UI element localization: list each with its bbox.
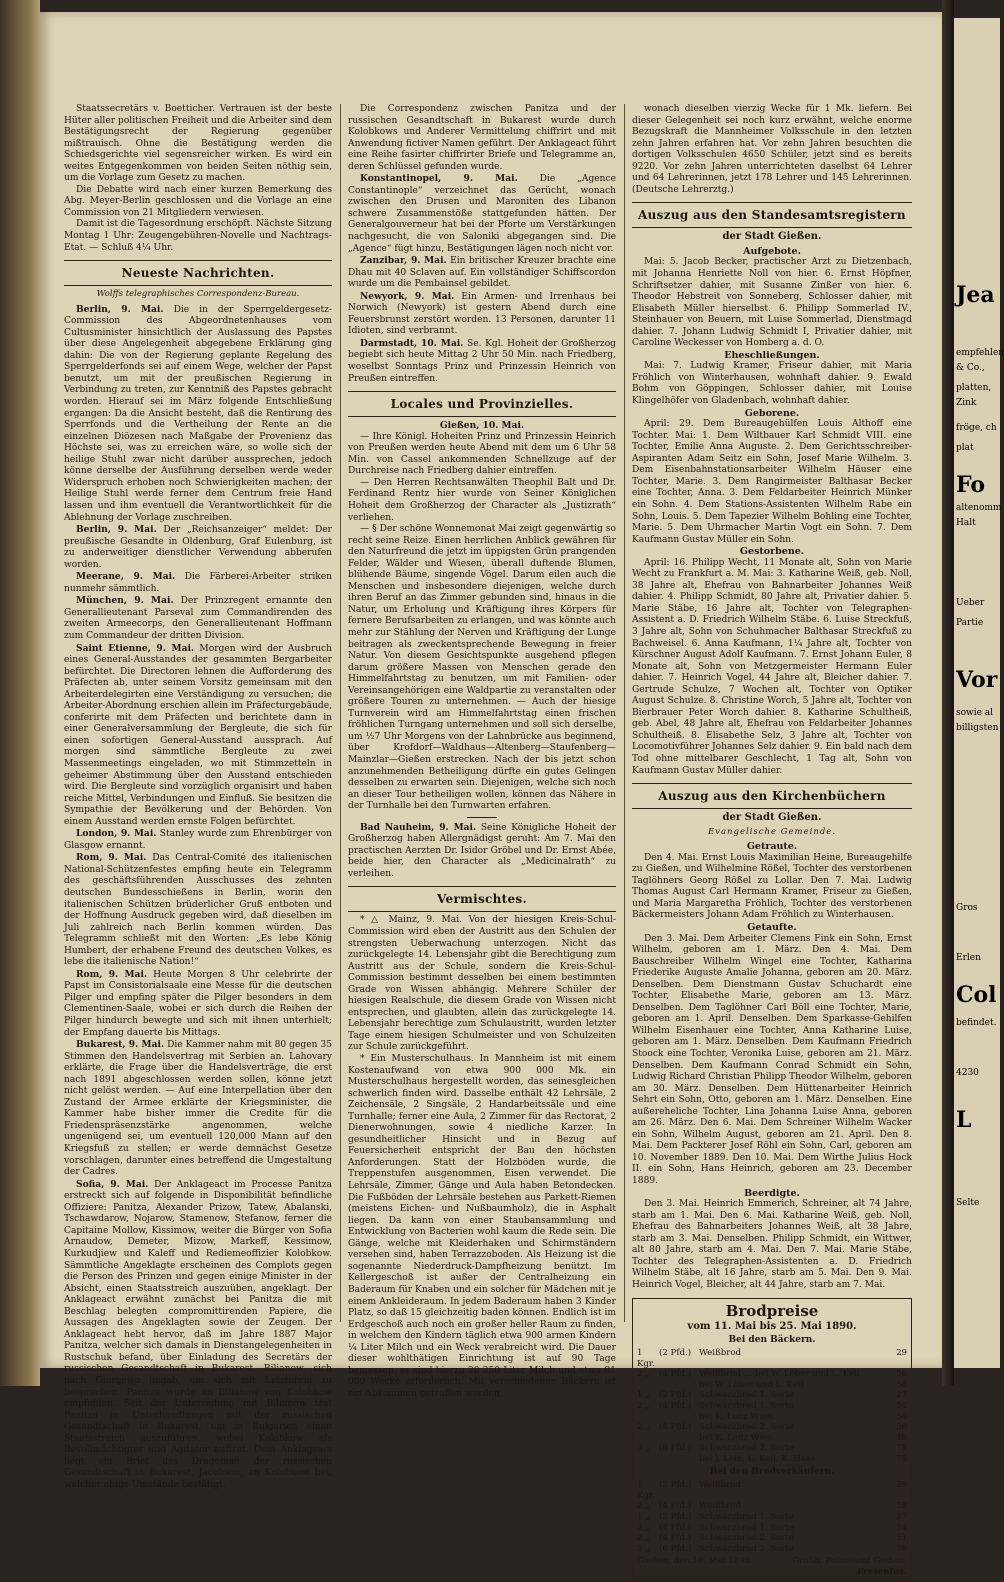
adjacent-page-fragment: billigsten bbox=[956, 723, 998, 733]
column-rule bbox=[624, 104, 625, 1322]
price-cell-w: (2 Pfd.) bbox=[659, 1512, 699, 1523]
price-cell-v: 58 bbox=[893, 1380, 907, 1391]
news-text: Ein Armen- und Irrenhaus bei Norwich (Newyork) ist gestern Abend durch eine Feuersbrunst zerstört worden. 13 Personen, darunter 11 Idioten, sind verbrannt. bbox=[348, 292, 616, 337]
adjacent-page-fragment: Gros bbox=[956, 903, 978, 913]
price-cell-w: (4 Pfd.) bbox=[659, 1401, 699, 1412]
register-entries: April: 16. Philipp Wecht, 11 Monate alt, Sohn von Marie Wecht zu Frankfurt a. M. Mai: 3. Katharine Weiß, geb. Noll, 38 Jahre alt, Ehefrau von Bahnarbeiter Johannes Weiß dahier. 4. Philipp Schmidt, 80 Jahre alt, Privatier dahier. 5. Marie Stäbe, 16 Jahre alt, Tochter von Telegraphen-Assistent a. D. Friedrich Wilhelm Stäbe. 6. Luise Streckfuß, 3 Jahre alt, Sohn von Schuhmacher Balthasar Streckfuß zu Bachweisel. 6. Anna Kaufmann, 1¼ Jahre alt, Tochter von Kürschner August Adolf Kaufmann. 7. Ernst Johann Euler, 8 Monate alt, Sohn von Metzgermeister Hermann Euler dahier. 7. Heinrich Vogel, 44 Jahre alt, Bleicher dahier. 7. Gertrude Schulze, 7 Wochen alt, Tochter von Optiker August Schulze. 8. Christine Worch, 5 Jahre alt, Tochter von Bierbrauer Peter Worch dahier. 8. Katharine Schultheiß, geb. Abel, 48 Jahre alt, Ehefrau von Feldarbeiter Johannes Schultheiß. 8. Elisabethe Selz, 3 Jahre alt, Tochter von Locomotivführer Johannes Selz dahier. 9. Ein bald nach dem Tod ohne mittelbarer Geschlecht, 1 Tag alt, Sohn von Kaufmann Gustav Müller dahier. bbox=[632, 558, 912, 777]
price-cell-t: Schwarzbrod 2. Sorte bbox=[699, 1422, 893, 1433]
adjacent-page-fragment: Halt bbox=[956, 518, 976, 528]
price-cell-k: 2 „ bbox=[637, 1533, 659, 1544]
price-cell-v: 27 bbox=[893, 1512, 907, 1523]
news-text: Ein britischer Kreuzer brachte eine Dhau mit 40 Sclaven auf. Ein vollständiger Schiffscordon wurde um die Pembainsel gebildet. bbox=[348, 256, 616, 289]
paragraph: — Den Herren Rechtsanwälten Theophil Balt und Dr. Ferdinand Rentz hier wurde von Seiner Königlichen Hoheit dem Großherzog der Character als „Justizrath“ verliehen. bbox=[348, 478, 616, 524]
standesamt-heading: Auszug aus den Standesamtsregistern bbox=[632, 202, 912, 228]
price-row bbox=[637, 1422, 907, 1433]
dateline: Rom, 9. Mai. bbox=[76, 852, 146, 863]
news-text: Se. Kgl. Hoheit der Großherzog begiebt sich heute Mittag 2 Uhr 50 Min. nach Friedberg, woselbst Sonntags Prinz und Prinzessin Heinrich von Preußen eintreffen. bbox=[348, 339, 616, 384]
paragraph: Die Correspondenz zwischen Panitza und der russischen Gesandtschaft in Bukarest wurde durch Kolobkows und Anderer Vermittelung chiffrirt und mit Anwendung fictiver Namen geführt. Der Anklageact führt eine Reihe fasirter chiffrirter Briefe und Telegramme an, deren Schlüssel gefunden wurde. bbox=[348, 104, 616, 173]
price-cell-v: 75 bbox=[893, 1454, 907, 1465]
bread-price-date: Gießen, den 10. Mai 1890. bbox=[637, 1556, 753, 1567]
price-cell-w: (4 Pfd.) bbox=[659, 1422, 699, 1433]
register-group-title: Eheschließungen. bbox=[632, 350, 912, 362]
price-cell-w bbox=[659, 1433, 699, 1444]
dateline: Saint Etienne, 9. Mai. bbox=[76, 643, 194, 654]
price-cell-k: 3 „ bbox=[637, 1443, 659, 1454]
dateline: München, 9. Mai. bbox=[76, 595, 174, 606]
dateline: Sofia, 9. Mai. bbox=[76, 1179, 148, 1190]
price-cell-v: 76 bbox=[893, 1544, 907, 1555]
price-cell-v: 48 bbox=[893, 1433, 907, 1444]
adjacent-page-fragment: Selte bbox=[956, 1198, 979, 1208]
register-entries: April: 29. Dem Bureaugehülfen Louis Althoff eine Tochter. Mai: 1. Dem Wiltbauer Karl Schmidt VIII. eine Tochter, Emilie Anna Auguste. 2. Dem Gerichtsschreiber-Aspiranten Adam Seitz ein Sohn, Josef Marie Wilhelm. 3. Dem Eisenbahnstationsarbeiter Wilhelm Häuser eine Tochter, Marie. 3. Dem Rangirmeister Balthasar Becker eine Tochter, Anna. 3. Dem Feldarbeiter Heinrich Münker ein Sohn. 4. Dem Stations-Assistenten Wilhelm Rabe ein Sohn, Louis. 5. Dem Tapezier Wilhelm Bohling eine Tochter, Marie. 5. Dem Uhrmacher Martin Vogt ein Sohn. 7. Dem Kaufmann Gustav Müller ein Sohn. bbox=[632, 419, 912, 546]
news-text: Das Central-Comité des italienischen National-Schützenfestes empfing heute ein Telegramm des geschäftsführenden Ausschusses des zehnten deutschen Bundesschießens in Berlin, worin den italienischen Schützen brüderlicher Gruß entboten und der Hoffnung Ausdruck gegeben wird, daß dieselben im Juli zahlreich nach Berlin kommen würden. Das Telegramm schließt mit den Worten: „Es lebe König Humbert, der erhabene Freund des deutschen Volkes, es lebe die italienische Nation!“ bbox=[64, 853, 332, 967]
news-text: Die „Agence Constantinople“ verzeichnet das Gerücht, wonach zwischen den Drusen und Maroniten des Libanon schwere Zusammenstöße stattgefunden hätten. Der Generalgouverneur hat bei der Pforte um Verstärkungen nachgesucht, die von Saloniki abgegangen sind. Die „Agence“ fügt hinzu, Bestätigungen lägen noch nicht vor. bbox=[348, 174, 616, 253]
adjacent-page-fragment: fröge, ch bbox=[956, 423, 997, 433]
standesamt-subheading: der Stadt Gießen. bbox=[632, 231, 912, 243]
register-entries: Den 3. Mai. Dem Arbeiter Clemens Fink ein Sohn, Ernst Wilhelm, geboren am 1. März. Den 4. Mai. Dem Bauschreiber Wilhelm Wingel eine Tochter, Katharina Friederike Auguste Amalie Johanna, geboren am 20. März. Denselben. Dem Dienstmann Gustav Schuchardt eine Tochter, Elisabethe Marie, geboren am 13. März. Denselben. Dem Taglöhner Carl Böll eine Tochter, Marie, geboren am 1. April. Denselben. Dem Sparkasse-Gehilfen Wilhelm Eisenhauer eine Tochter, Anna Katharine Luise, geboren am 1. März. Denselben. Dem Kaufmann Friedrich Stoock eine Tochter, Veronika Luise, geboren am 21. März. Denselben. Dem Kaufmann Conrad Schmidt ein Sohn, Ludwig Richard Christian Philipp Theodor Wilhelm, geboren am 30. März. Denselben. Dem Hüttenarbeiter Heinrich Sehrt ein Sohn, Otto, geboren am 1. März. Denselben. Eine außereheliche Tochter, Lina Johanna Luise Anna, geboren am 26. März. Den 6. Mai. Dem Schreiner Wilhelm Wacker ein Sohn, Wilhelm August, geboren am 21. April. Den 8. Mai. Dem Packterer Josef Röhl ein Sohn, Carl, geboren am 10. November 1889. Den 10. Mai. Dem Wirthe Julius Hock II. ein Sohn, Hans Heinrich, geboren am 23. December 1889. bbox=[632, 934, 912, 1188]
adjacent-page-fragment: Fo bbox=[956, 473, 985, 497]
news-text: Die in der Sperrgeldergesetz-Commission des Abgeordnetenhauses vom Cultusminister hinsichtlich der Auslassung des Papstes über diese Angelegenheit abgegebene Erklärung ging dahin: Die von der Regierung geplante Regelung des Sperrgelderfonds sei auf einem Wege, welcher der Papst benutzt, um mit der preußischen Regierung in Verbindung zu treten, zur Kenntniß des Papstes gebracht worden. Hierauf sei im März folgende Entschließung ergangen: Da die Ansicht besteht, daß die Rentirung des Sperrfonds und die Vertheilung der Rente an die einzelnen Diözesen nach Maßgabe der Provenienz das Höchste sei, was zu erreichen wäre, so wolle sich der heilige Stuhl zwar nicht darüber aussprechen, jedoch könne derselbe der Ausführung derselben werde weder Widerspruch erhoben noch Schwierigkeiten machen; der Heilige Stuhl werde ferner dem Centrum freie Hand lassen und ihm eventuell die Verantwortlichkeit für die Ablehnung der Vorlage zuschreiben. bbox=[64, 305, 332, 523]
section-heading-misc: Vermischtes. bbox=[348, 886, 616, 912]
paragraph: Damit ist die Tagesordnung erschöpft. Nächste Sitzung Montag 1 Uhr: Zeugengebühren-Novelle und Nachtrags-Etat. — Schluß 4¼ Uhr. bbox=[64, 219, 332, 254]
price-cell-v: 58 bbox=[893, 1501, 907, 1512]
price-cell-k: 2 „ bbox=[637, 1422, 659, 1433]
news-text: Der „Reichsanzeiger“ meldet: Der preußische Gesandte in Oldenburg, Graf Eulenburg, ist zu anderweitiger dienstlicher Verwendung abberufen worden. bbox=[64, 525, 332, 570]
price-cell-t: Schwarzbrod 1. Sorte bbox=[699, 1512, 893, 1523]
column-1 bbox=[64, 104, 332, 1328]
price-cell-k: 3 „ bbox=[637, 1544, 659, 1555]
adjacent-page-edge bbox=[954, 18, 1000, 1368]
news-items-2 bbox=[348, 173, 616, 385]
adjacent-page-fragment: platten, bbox=[956, 383, 991, 393]
book-spine bbox=[0, 0, 40, 1386]
misc-news bbox=[348, 915, 616, 1400]
price-row bbox=[637, 1501, 907, 1512]
price-cell-w: (6 Pfd.) bbox=[659, 1443, 699, 1454]
adjacent-page-fragment: L bbox=[956, 1108, 971, 1132]
adjacent-page-fragment: Erlen bbox=[956, 953, 981, 963]
price-cell-v: 29 bbox=[893, 1480, 907, 1501]
bread-price-signature: Fresenius. bbox=[637, 1567, 907, 1579]
price-cell-w: (4 Pfd.) bbox=[659, 1533, 699, 1544]
bread-price-footer bbox=[637, 1556, 907, 1567]
price-row bbox=[637, 1401, 907, 1412]
register-group-title: Gestorbene. bbox=[632, 546, 912, 558]
price-cell-t: Weißbrod bbox=[699, 1501, 893, 1512]
dateline: Newyork, 9. Mai. bbox=[360, 291, 454, 302]
news-text: Heute Morgen 8 Uhr celebrirte der Papst im Consistorialsaale eine Messe für die deutschen Pilger und empfing später die Pilger besonders in dem Clementinen-Saale, wobei er sich durch die Reihen der Pilger hindurch bewegte und sich mit ihnen unterhielt; der Empfang dauerte bis Mittags. bbox=[64, 970, 332, 1038]
price-row bbox=[637, 1380, 907, 1391]
news-text: Die Färberei-Arbeiter striken nunmehr sämmtlich. bbox=[64, 572, 332, 594]
price-cell-t: Schwarzbrod 1. Sorte bbox=[699, 1401, 893, 1412]
register-group-title: Beerdigte. bbox=[632, 1188, 912, 1200]
page-gutter bbox=[942, 0, 954, 1386]
price-cell-v: 27 bbox=[893, 1390, 907, 1401]
price-cell-t: Schwarzbrod 1. Sorte bbox=[699, 1390, 893, 1401]
register-group-title: Getaufte. bbox=[632, 922, 912, 934]
news-text: Der Anklageact im Processe Panitza erstreckt sich auf folgende in Disponibilität befindliche Offiziere: Panitza, Alexander Prizow, Tatew, Abalanski, Tschawdarow, Nojarow, Stamenow, Stefanow, ferner die Capitaine Mollow, Kissimow, weiter die Bürger von Sofia Arnaudow, Demeter, Mizow, Markeff, Kessimow, Kurkudjiew und Kaleff und Rediemeoffizier Kolobkow. Sämmtliche Angeklagte erscheinen des Complots gegen die Person des Prinzen und gegen einige Minister in der Absicht, einen Staatsstreich auszuüben, angeklagt. Der Anklageact erwähnt zunächst bei Panitza die mit Beschlag belegten compromittirenden Papiere, die Aussagen des Angeklagten sowie der Zeugen. Der Anklageact hebt hervor, daß im Jahre 1887 Major Panitza, welcher sich damals in Dienstangelegenheiten in Rustschuk befand, über Einladung des Secretärs der russischen Gesandtschaft in Bukarest, Bilianow, sich nach Giurgewo begab, um sich mit Letzterem zu besprechen. Panitza wurde an Bilianow von Kolobkow empfohlen. Seit der Unterredung mit Bilianow trat Panitza in Unterhandlungen mit der russischen Gesandtschaft in Bukarest, um in Bulgarien einen Staatsstreich auszuführen, wobei Kolobkow als Bevollmächtigter und Agitator auftrat. Dem Anklageact liegt ein Brief des Dragoman der russischen Gesandtschaft in Bukarest, Jacobson, an Kolobkow bei, welcher obige Umstände bestätigt. bbox=[64, 1180, 332, 1490]
adjacent-page-fragment: Zink bbox=[956, 398, 976, 408]
news-item bbox=[64, 852, 332, 968]
adjacent-page-fragment: Ueber bbox=[956, 598, 984, 608]
news-item bbox=[348, 255, 616, 291]
price-row bbox=[637, 1523, 907, 1534]
adjacent-page-fragment: altenomm bbox=[956, 503, 1001, 513]
news-item bbox=[348, 291, 616, 338]
register-group-title: Geborene. bbox=[632, 408, 912, 420]
column-3 bbox=[632, 104, 912, 1328]
separator bbox=[467, 817, 497, 818]
price-cell-t: Weißbrod … bei W. Löber und L. Keil bbox=[699, 1369, 893, 1380]
dateline: London, 9. Mai. bbox=[76, 828, 156, 839]
dateline: Berlin, 9. Mai. bbox=[76, 524, 157, 535]
section-heading-news: Neueste Nachrichten. bbox=[64, 260, 332, 286]
dateline: Zanzibar, 9. Mai. bbox=[360, 255, 447, 266]
price-cell-k: 1 „ bbox=[637, 1512, 659, 1523]
newspaper-page bbox=[40, 12, 942, 1368]
news-item bbox=[64, 828, 332, 852]
paragraph: — § Der schöne Wonnemonat Mai zeigt gegenwärtig so recht seine Reize. Einen herrlichen Anblick gewähren für den Naturfreund die jetzt im üppigsten Grün prangenden Felder, Wälder und Wiesen, überall duftende Blumen, blühende Bäume, singende Vögel. Darum eilen auch die Menschen und insbesondere diejenigen, welche durch ihren Beruf an das Zimmer gebunden sind, hinaus in die Natur, um Erholung und Kräftigung ihres Körpers für fernere Berufsarbeiten zu erlangen, und was könnte auch mehr zur Stählung der Nerven und Kräftigung der Lunge beitragen als zweckentsprechende Bewegung in freier Natur. Von diesem Gesichtspunkte ausgehend pflegen darum größere Massen von Menschen gerade den Himmelfahrtstag zu benutzen, um mit Familien- oder Vereinsangehörigen eine Waldpartie zu veranstalten oder größere Touren zu unternehmen. — Auch der hiesige Turnverein wird am Himmelfahrtstag einen frischen fröhlichen Turngang unternehmen und soll sich derselbe, um ½7 Uhr Morgens von der Lahnbrücke aus beginnend, über Krofdorf—Waldhaus—Altenberg—Staufenberg—Mainzlar—Gießen erstrecken. Nach der bis jetzt schon anzunehmenden Betheiligung dürfte ein gutes Gelingen desselben zu erwarten sein. Diejenigen, welche sich noch an dieser Tour betheiligen wollen, können das Nähere in der Turnhalle bei den Turnwarten erfahren. bbox=[348, 524, 616, 813]
price-cell-w: (2 Pfd.) bbox=[659, 1390, 699, 1401]
kirchen-subheading: der Stadt Gießen. bbox=[632, 812, 912, 824]
adjacent-page-fragment: Col bbox=[956, 983, 997, 1007]
price-cell-w: (4 Pfd.) bbox=[659, 1369, 699, 1380]
bread-price-title: Brodpreise bbox=[637, 1302, 907, 1320]
local-news bbox=[348, 432, 616, 813]
price-cell-w: (4 Pfd.) bbox=[659, 1501, 699, 1512]
register-entries: Den 4. Mai. Ernst Louis Maximilian Heine, Bureaugehilfe zu Gießen, und Wilhelmine Rößel, Tochter des verstorbenen Taglöhners Georg Rößel zu Lollar. Den 7. Mai. Ludwig Thomas August Carl Hermann Kramer, Friseur zu Gießen, und Maria Margaretha Fröhlich, Tochter des verstorbenen Bäckermeisters Johann Adam Fröhlich zu Winterhausen. bbox=[632, 853, 912, 922]
bread-price-group-sellers: Bei den Brodverkäufern. bbox=[637, 1467, 907, 1479]
price-cell-t: Schwarzbrod 2. Sorte bbox=[699, 1544, 893, 1555]
kirchen-heading: Auszug aus den Kirchenbüchern bbox=[632, 783, 912, 809]
adjacent-page-fragment: empfehlen bbox=[956, 348, 1004, 358]
price-row bbox=[637, 1390, 907, 1401]
news-item bbox=[64, 571, 332, 595]
news-item bbox=[64, 1039, 332, 1179]
adjacent-page-fragment: plat bbox=[956, 443, 974, 453]
price-row bbox=[637, 1369, 907, 1380]
price-cell-k: 1 Kgr. bbox=[637, 1348, 659, 1369]
news-text: Morgen wird der Ausbruch eines General-Ausstandes der gesammten Bergarbeiter befürchtet. Die Directoren lehnen die Aufforderung des Präfecten ab, unter seinem Vorsitz gemeinsam mit den Arbeiterdelegirten eine Verständigung zu versuchen; die Arbeiter-Abordnung erschien allein im Präfecturgebäude, conferirte mit dem Präfecten und berichtete dann in einer Generalversammlung der Bergleute, die sich für einen sofortigen General-Ausstand aussprach. Auf morgen sind sämmtliche Bergleute zu zwei Massenmeetings eingeladen, wo mit Stimmzetteln in geheimer Abstimmung über den Ausstand entschieden wird. Die Bergleute sind vorzüglich organisirt und haben reiche Mittel, Verbindungen und Einfluß. Sie besitzen die Sympathie der Bevölkerung und der Behörden. Von einem Ausstand werden ernste Folgen befürchtet. bbox=[64, 644, 332, 827]
price-cell-k bbox=[637, 1412, 659, 1423]
price-row bbox=[637, 1544, 907, 1555]
register-group-title: Aufgebote. bbox=[632, 246, 912, 258]
news-item bbox=[64, 643, 332, 829]
price-row bbox=[637, 1412, 907, 1423]
news-item bbox=[64, 304, 332, 524]
paragraph: * Ein Musterschulhaus. In Mannheim ist mit einem Kostenaufwand von etwa 900 000 Mk. ein Musterschulhaus hergestellt worden, das seinesgleichen schwerlich finden wird. Dasselbe enthält 42 Lehrsäle, 2 Zeichensäle, 2 Singsäle, 2 Handarbeitssäle und eine Turnhalle; ferner eine Aula, 2 Zimmer für das Rectorat, 2 Dienerwohnungen, sowie 4 niedliche Karzer. In gesundheitlicher Hinsicht und in Bezug auf Feuersicherheit entspricht der Bau den höchsten Anforderungen. Statt der Holzböden wurde, die Treppenstufen ausgenommen, Eisen verwendet. Die Lehrsäle, Zimmer, Gänge und Aula haben Betondecken. Die Fußböden der Lehrsäle bestehen aus Parkett-Riemen (meistens Eichen- und Nußbaumholz), die in Asphalt liegen. Da kann von einer Staubansammlung und Entwicklung von Bacterien wohl kaum die Rede sein. Die Gänge, welche mit Kleiderhaken und Schirmständern versehen sind, haben Terrazzoboden. Als Heizung ist die sogenannte Niederdruck-Dampfheizung benützt. Im Kellergeschoß ist außer der Centralheizung ein Baderaum für Knaben und ein solcher für Mädchen mit je einem Ankleideraum. In jedem Baderaum haben 3 Kinder Platz, so daß 15 gleichzeitig baden können. Endlich ist im Erdgeschoß auch noch ein großer heller Raum zu finden, in welchem den Kindern täglich etwa 900 armen Kindern ¼ Liter Milch und ein Weck verabreicht wird. Die Dauer dieser wohlthätigen Einrichtung ist auf 90 Tage bemessen, es sind hierzu 20 250 Liter Milch und etwa 81 000 Wecke erforderlich. Mit verschiedenen Bäckern ist ein Abkommen getroffen worden, bbox=[348, 1054, 616, 1400]
news-item bbox=[64, 595, 332, 642]
price-row bbox=[637, 1454, 907, 1465]
news-text: Stanley wurde zum Ehrenbürger von Glasgow ernannt. bbox=[64, 829, 332, 851]
dateline: Konstantinopel, 9. Mai. bbox=[360, 173, 518, 184]
section-heading-local: Locales und Provinzielles. bbox=[348, 391, 616, 417]
price-cell-v: 54 bbox=[893, 1523, 907, 1534]
column-2 bbox=[348, 104, 616, 1328]
price-cell-w: (6 Pfd.) bbox=[659, 1544, 699, 1555]
price-cell-k: 2 „ bbox=[637, 1523, 659, 1534]
dateline: Rom, 9. Mai. bbox=[76, 969, 147, 980]
adjacent-page-fragment: Vor bbox=[956, 668, 997, 692]
price-cell-w: (2 Pfd.) bbox=[659, 1348, 699, 1369]
reichstag-report-end bbox=[64, 104, 332, 254]
paragraph: Die Debatte wird nach einer kurzen Bemerkung des Abg. Meyer-Berlin geschlossen und die Vorlage an eine Commission von 21 Mitgliedern verwiesen. bbox=[64, 185, 332, 220]
price-cell-k bbox=[637, 1454, 659, 1465]
price-row bbox=[637, 1433, 907, 1444]
price-cell-v: 51 bbox=[893, 1533, 907, 1544]
price-cell-v: 78 bbox=[893, 1443, 907, 1454]
paragraph: — Ihre Königl. Hoheiten Prinz und Prinzessin Heinrich von Preußen werden heute Abend mit dem um 6 Uhr 58 Min. von Cassel ankommenden Schnellzuge auf der Durchreise nach Friedberg dahier eintreffen. bbox=[348, 432, 616, 478]
price-cell-t: Schwarzbrod 2. Sorte bbox=[699, 1533, 893, 1544]
news-item bbox=[64, 524, 332, 571]
price-cell-k: 2 „ bbox=[637, 1401, 659, 1412]
register-group-title: Getraute. bbox=[632, 841, 912, 853]
adjacent-page-fragment: & Co., bbox=[956, 363, 985, 373]
register-entries: Mai: 5. Jacob Becker, practischer Arzt zu Dietzenbach, mit Johanna Henriette Noll von hier. 6. Ernst Höpfner, Schriftsetzer dahier, mit Susanne Zinßer von hier. 6. Theodor Hebstreit von Sonneberg, Schlosser dahier, mit Elisabeth Müller hierselbst. 6. Philipp Sommerlad IV., Steinhauer von Beuern, mit Luise Sommerlad, Dienstmagd dahier. 7. Johann Ludwig Schmidt I, Privatier dahier, mit Caroline Weckesser von Homberg a. d. O. bbox=[632, 257, 912, 349]
paragraph: * △ Mainz, 9. Mai. Von der hiesigen Kreis-Schul-Commission wird eben der Austritt aus den Schulen der strengsten Ueberwachung unterzogen. Nicht das zurückgelegte 14. Lebensjahr gibt die Berechtigung zum Austritt aus der Schule, sondern die Kreis-Schul-Commission bestimmt desselben bei einem bestimmten Grade von Wissen abhängig. Mehrere Schüler der hiesigen Realschule, die diesem Grade von Wissen nicht entsprechen, und glaubten, allein das zurückgelegte 14. Lebensjahr berechtige zum Schulaustritt, wurden letzter Tage einem hiesigen Schulmeister und von Schulzeiten zur Schule zurückgeführt. bbox=[348, 915, 616, 1054]
bread-price-rows-bakers bbox=[637, 1348, 907, 1465]
price-cell-k: 2 „ bbox=[637, 1369, 659, 1380]
news-item bbox=[348, 338, 616, 385]
section-subheading-news: Wolffs telegraphisches Correspondenz-Bureau. bbox=[64, 289, 332, 301]
kirchen-congregation: Evangelische Gemeinde. bbox=[632, 827, 912, 839]
price-row bbox=[637, 1443, 907, 1454]
price-row bbox=[637, 1512, 907, 1523]
price-cell-w bbox=[659, 1412, 699, 1423]
dateline: Darmstadt, 10. Mai. bbox=[360, 338, 463, 349]
kirchen-entries bbox=[632, 841, 912, 1291]
price-cell-v: 50 bbox=[893, 1412, 907, 1423]
price-cell-v: 54 bbox=[893, 1401, 907, 1412]
dateline: Gießen, 10. Mai. bbox=[348, 420, 616, 432]
news-item bbox=[348, 173, 616, 255]
price-row bbox=[637, 1348, 907, 1369]
price-cell-k: 1 „ bbox=[637, 1390, 659, 1401]
price-cell-t: Schwarzbrod 2. Sorte bbox=[699, 1443, 893, 1454]
bread-price-group-bakers: Bei den Bäckern. bbox=[637, 1335, 907, 1347]
paragraph: Staatssecretärs v. Boetticher. Vertrauen ist der beste Hüter aller politischen Freiheit und die Arbeiter sind dem Bestätigungsrecht der Regierung gegenüber mißtrauisch. Ohne die Bestätigung werden die Schiedsgerichte viel segensreicher wirken. Es wird ein weites Entgegenkommen von beiden Seiten nöthig sein, um die Vorlage zum Gesetz zu machen. bbox=[64, 104, 332, 185]
price-cell-t: Weißbrod bbox=[699, 1480, 893, 1501]
news-text: Die Kammer nahm mit 80 gegen 35 Stimmen den Handelsvertrag mit Serbien an. Lahovary erklärte, die Frage über die Handelsverträge, die erst nach 1891 abgeschlossen werden sollen, könne jetzt nicht gelöst werden. — Auf eine Interpellation über den Zustand der Armee erklärte der Kriegsminister, die Kammer habe bisher immer die Credite für die Friedenspräsenzstärke angenommen, welche ungenügend sei, um eventuell 120,000 Mann auf den Kriegsfuß zu stellen; er werde demnächst Gesetze vorschlagen, darunter eines betreffend die Umgestaltung der Cadres. bbox=[64, 1040, 332, 1177]
standesamt-entries bbox=[632, 246, 912, 777]
price-cell-w bbox=[659, 1380, 699, 1391]
register-entries: Den 3. Mai. Heinrich Emmerich, Schreiner, alt 74 Jahre, starb am 1. Mai. Den 6. Mai. Katharine Weiß, geb. Noll, Ehefrau des Bahnarbeiters Johannes Weiß, alt 38 Jahre, starb am 3. Mai. Denselben. Philipp Schmidt, ein Wittwer, alt 80 Jahre, starb am 4. Mai. Den 7. Mai. Marie Stäbe, Tochter des Telegraphen-Assistenten a. D. Friedrich Wilhelm Stäbe, alt 16 Jahre, starb am 5. Mai. Den 9. Mai. Heinrich Vogel, Bleicher, alt 44 Jahre, starb am 7. Mai. bbox=[632, 1199, 912, 1291]
adjacent-page-fragment: Jea bbox=[956, 283, 995, 307]
register-entries: Mai: 7. Ludwig Kramer, Friseur dahier, mit Maria Fröhlich von Winterhausen, wohnhaft dahier. 9. Ewald Bohm von Göppingen, Schlosser dahier, mit Louise Klingelhöfer von Gladenbach, wohnhaft dahier. bbox=[632, 361, 912, 407]
price-cell-t: bei J. Lein, L. Keil, K. Haas bbox=[699, 1454, 893, 1465]
price-cell-k: 1 Kgr. bbox=[637, 1480, 659, 1501]
price-cell-k bbox=[637, 1433, 659, 1444]
adjacent-page-fragment: 4230 bbox=[956, 1068, 979, 1078]
bread-price-period: vom 11. Mai bis 25. Mai 1890. bbox=[637, 1320, 907, 1333]
price-cell-w: (2 Pfd.) bbox=[659, 1480, 699, 1501]
price-cell-t: bei K. Lenz Wwe. bbox=[699, 1433, 893, 1444]
news-items bbox=[64, 304, 332, 1492]
price-cell-v: 29 bbox=[893, 1348, 907, 1369]
price-cell-k: 2 „ bbox=[637, 1501, 659, 1512]
price-cell-t: Weißbrod bbox=[699, 1348, 893, 1369]
price-cell-t: bei K. Lenz Wwe. bbox=[699, 1412, 893, 1423]
dateline: Berlin, 9. Mai. bbox=[76, 304, 164, 315]
price-cell-t: bei W. Löber und L. Keil bbox=[699, 1380, 893, 1391]
adjacent-page-fragment: befindet. bbox=[956, 1018, 996, 1028]
continued-article: wonach dieselben vierzig Wecke für 1 Mk. liefern. Bei dieser Gelegenheit sei noch kurz erwähnt, welche enorme Bezugskraft die Mannheimer Volksschule in den letzten zehn Jahren erfahren hat. Vor zehn Jahren besuchten die dortigen Volksschulen 4650 Schüler, jetzt sind es bereits 9220. Vor zehn Jahren unterrichteten daselbst 64 Lehrer und 64 Lehrerinnen, jetzt 178 Lehrer und 145 Lehrerinnen. (Deutsche Lehrerztg.) bbox=[632, 104, 912, 196]
price-cell-v: 50 bbox=[893, 1422, 907, 1433]
adjacent-page-fragment: Partie bbox=[956, 618, 983, 628]
nauheim-item: Bad Nauheim, 9. Mai. Seine Königliche Hoheit der Großherzog haben Allergnädigst geruht: Am 7. Mai den practischen Aerzten Dr. Isidor Gröbel und Dr. Ernst Abée, beide hier, den Character als „Medicinalrath“ zu verleihen. bbox=[348, 822, 616, 881]
adjacent-page-fragment: sowie al bbox=[956, 708, 993, 718]
dateline: Meerane, 9. Mai. bbox=[76, 571, 175, 582]
price-cell-v: 56 bbox=[893, 1369, 907, 1380]
news-item bbox=[64, 1179, 332, 1492]
price-cell-w bbox=[659, 1454, 699, 1465]
dateline: Bukarest, 9. Mai. bbox=[76, 1039, 164, 1050]
bread-price-authority: Großh. Polizeiamt Gießen. bbox=[792, 1556, 907, 1567]
price-row bbox=[637, 1533, 907, 1544]
continued-report bbox=[348, 104, 616, 173]
column-rule bbox=[340, 104, 341, 1322]
price-cell-k bbox=[637, 1380, 659, 1391]
price-cell-t: Schwarzbrod 1. Sorte bbox=[699, 1523, 893, 1534]
news-text: Der Prinzregent ernannte den Generallieutenant Parseval zum Commandirenden des zweiten Armeecorps, den Generallieutenant Hoffmann zum Commandeur der dritten Division. bbox=[64, 596, 332, 641]
price-row bbox=[637, 1480, 907, 1501]
bread-price-rows-sellers bbox=[637, 1480, 907, 1554]
bread-price-table bbox=[632, 1298, 912, 1582]
price-cell-w: (4 Pfd.) bbox=[659, 1523, 699, 1534]
news-item bbox=[64, 969, 332, 1039]
